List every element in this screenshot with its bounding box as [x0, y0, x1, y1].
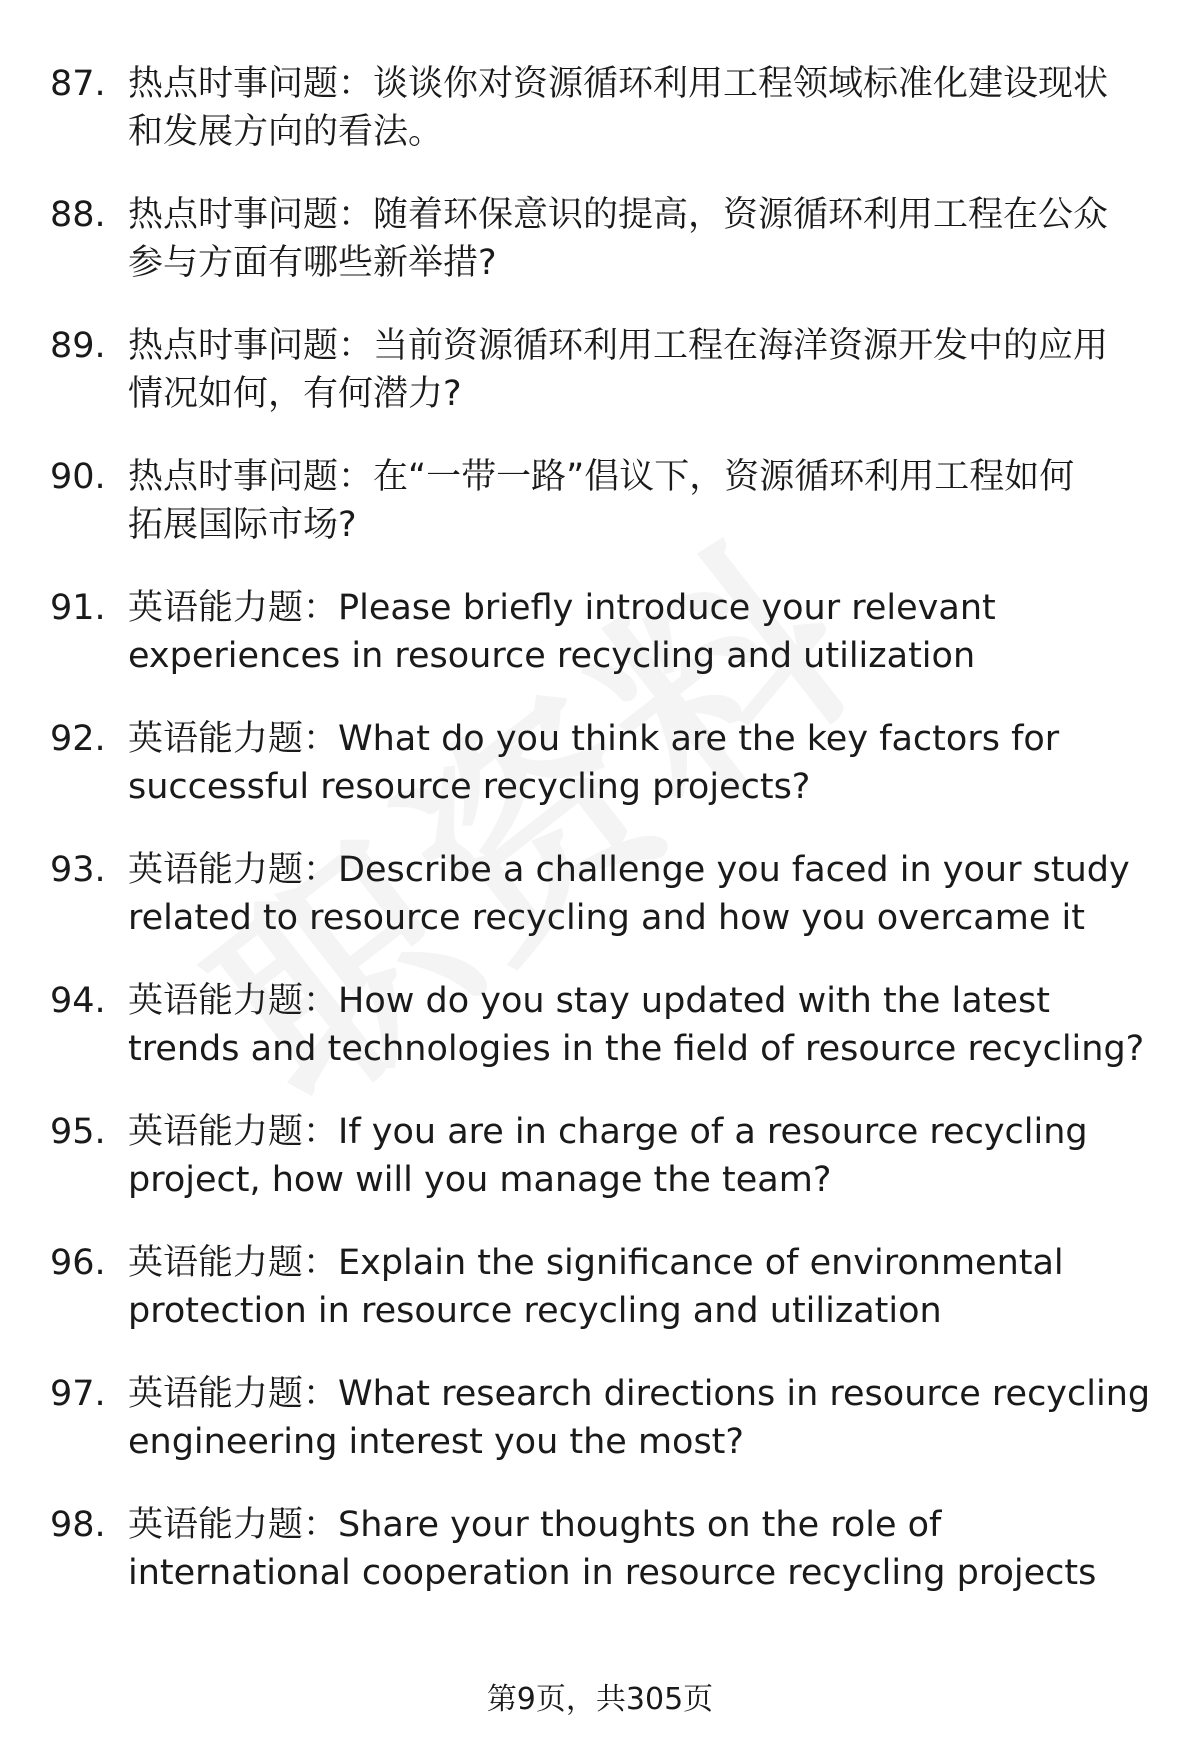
question-line: 英语能力题：Please briefly introduce your relevant	[128, 588, 996, 628]
question-item	[0, 1108, 1200, 1239]
question-line: experiences in resource recycling and utilization	[128, 636, 976, 676]
page-footer	[0, 1680, 1200, 1720]
question-line: project, how will you manage the team?	[128, 1160, 832, 1200]
question-text	[128, 715, 1148, 811]
question-text	[128, 1501, 1148, 1597]
question-text	[128, 977, 1148, 1073]
question-text	[128, 1108, 1148, 1204]
question-number: 91.	[50, 588, 106, 628]
question-text	[128, 846, 1148, 942]
question-item	[0, 715, 1200, 846]
question-text	[128, 322, 1148, 418]
question-line: 情况如何，有何潜力?	[128, 374, 462, 414]
question-line: 拓展国际市场?	[128, 505, 357, 545]
question-line: engineering interest you the most?	[128, 1422, 744, 1462]
question-text	[128, 453, 1148, 549]
question-number: 90.	[50, 457, 106, 497]
question-line: 英语能力题：What research directions in resource recycling	[128, 1374, 1151, 1414]
question-line: 和发展方向的看法。	[128, 112, 444, 152]
question-text	[128, 584, 1148, 680]
page-number-label: 第9页，共305页	[486, 1682, 714, 1717]
question-line: trends and technologies in the field of resource recycling?	[128, 1029, 1145, 1069]
question-line: 英语能力题：Describe a challenge you faced in your study	[128, 850, 1130, 890]
question-line: 热点时事问题：谈谈你对资源循环利用工程领域标准化建设现状	[128, 64, 1109, 104]
question-item	[0, 846, 1200, 977]
question-line: related to resource recycling and how you overcame it	[128, 898, 1085, 938]
question-text	[128, 1370, 1151, 1466]
question-number: 93.	[50, 850, 106, 890]
question-line: 英语能力题：Share your thoughts on the role of	[128, 1505, 942, 1545]
question-item	[0, 1501, 1200, 1632]
question-number: 96.	[50, 1243, 106, 1283]
question-line: 英语能力题：How do you stay updated with the latest	[128, 981, 1050, 1021]
question-line: 参与方面有哪些新举措?	[128, 243, 497, 283]
question-item	[0, 191, 1200, 322]
question-number: 98.	[50, 1505, 106, 1545]
question-number: 94.	[50, 981, 106, 1021]
question-number: 88.	[50, 195, 106, 235]
question-line: 热点时事问题：随着环保意识的提高，资源循环利用工程在公众	[128, 195, 1109, 235]
question-line: protection in resource recycling and utilization	[128, 1291, 942, 1331]
question-item	[0, 584, 1200, 715]
question-line: 英语能力题：What do you think are the key factors for	[128, 719, 1060, 759]
question-text	[128, 1239, 1148, 1335]
question-number: 87.	[50, 64, 106, 104]
question-item	[0, 977, 1200, 1108]
question-line: 热点时事问题：在“一带一路”倡议下，资源循环利用工程如何	[128, 457, 1075, 497]
question-number: 92.	[50, 719, 106, 759]
question-item	[0, 322, 1200, 453]
question-number: 89.	[50, 326, 106, 366]
question-item	[0, 453, 1200, 584]
question-line: 热点时事问题：当前资源循环利用工程在海洋资源开发中的应用	[128, 326, 1109, 366]
question-item	[0, 60, 1200, 191]
question-list	[0, 60, 1200, 1632]
question-number: 97.	[50, 1374, 106, 1414]
question-number: 95.	[50, 1112, 106, 1152]
question-item	[0, 1370, 1200, 1501]
question-item	[0, 1239, 1200, 1370]
question-line: international cooperation in resource recycling projects	[128, 1553, 1097, 1593]
question-line: 英语能力题：Explain the significance of environmental	[128, 1243, 1064, 1283]
question-line: 英语能力题：If you are in charge of a resource recycling	[128, 1112, 1088, 1152]
question-text	[128, 191, 1148, 287]
question-text	[128, 60, 1148, 156]
question-line: successful resource recycling projects?	[128, 767, 811, 807]
